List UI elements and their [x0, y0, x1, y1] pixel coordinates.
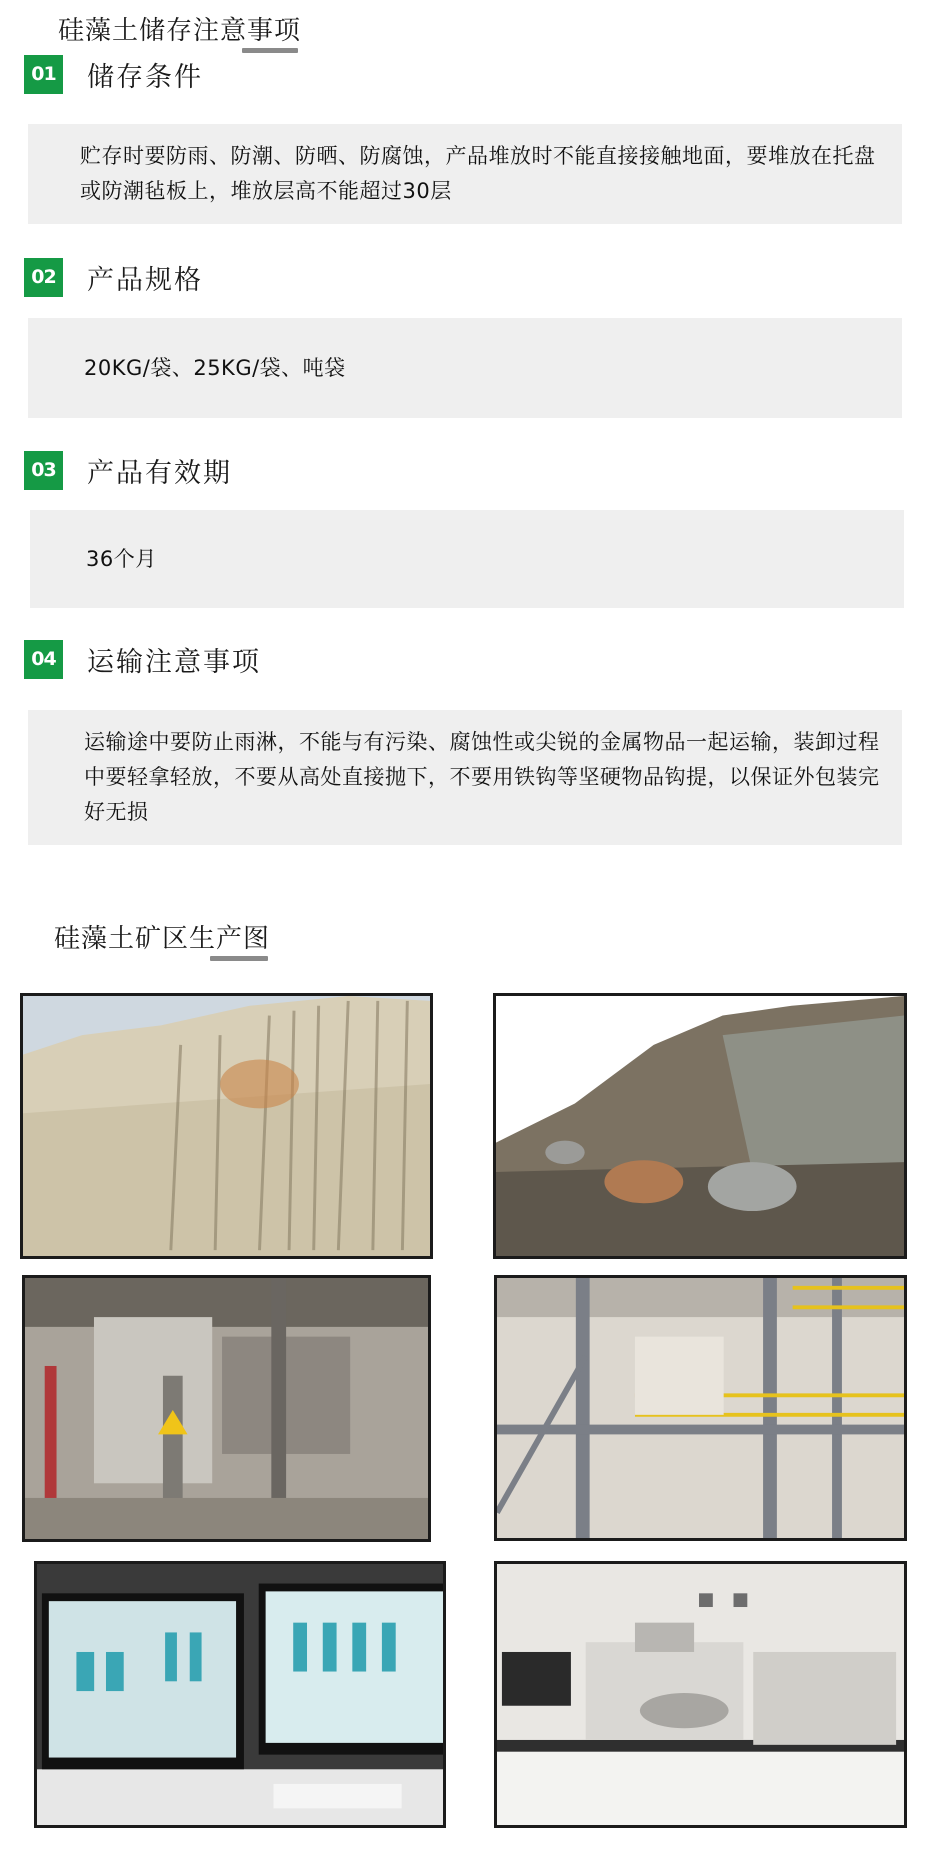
item-number-badge: 01	[24, 55, 63, 94]
control-monitors-image	[37, 1564, 443, 1825]
item-content-text: 运输途中要防止雨淋，不能与有污染、腐蚀性或尖锐的金属物品一起运输，装卸过程中要轻拿轻放，不要从高处直接抛下，不要用铁钩等坚硬物品钩提，以保证外包装完好无损	[84, 730, 880, 824]
item-content-box	[28, 710, 902, 845]
section-heading-storage	[58, 10, 301, 47]
item-title: 储存条件	[87, 61, 203, 93]
factory-steel-structure-photo	[494, 1275, 907, 1541]
section-heading-production	[54, 918, 270, 955]
item-title: 运输注意事项	[87, 646, 261, 678]
section-heading-text: 硅藻土矿区生产图	[54, 924, 271, 954]
item-content-box	[30, 510, 904, 608]
section-heading-text: 硅藻土储存注意事项	[58, 16, 302, 46]
item-content-text: 36个月	[86, 546, 157, 571]
item-number-badge: 02	[24, 258, 63, 297]
quarry-rocks-photo	[493, 993, 907, 1259]
item-content-text: 贮存时要防雨、防潮、防晒、防腐蚀，产品堆放时不能直接接触地面，要堆放在托盘或防潮毡板上，堆放层高不能超过30层	[80, 144, 876, 203]
factory-equipment-photo	[22, 1275, 431, 1542]
control-monitors-photo	[34, 1561, 446, 1828]
item-content-box	[28, 318, 902, 418]
factory-equipment-image	[25, 1278, 428, 1539]
heading-underline	[242, 48, 298, 53]
lab-instrument-photo	[494, 1561, 907, 1828]
factory-steel-structure-image	[497, 1278, 904, 1538]
item-title: 产品规格	[87, 264, 203, 296]
item-content-text: 20KG/袋、25KG/袋、吨袋	[84, 355, 346, 380]
item-header-transport	[24, 639, 261, 679]
item-content-box	[28, 124, 902, 224]
quarry-cliff-photo	[20, 993, 433, 1259]
heading-underline	[210, 956, 268, 961]
lab-instrument-image	[497, 1564, 904, 1825]
item-header-product-spec	[24, 257, 203, 297]
quarry-cliff-image	[23, 996, 430, 1256]
item-number-badge: 03	[24, 451, 63, 490]
item-header-storage-conditions	[24, 54, 203, 94]
item-header-shelf-life	[24, 450, 232, 490]
item-number-badge: 04	[24, 640, 63, 679]
quarry-rocks-image	[496, 996, 904, 1256]
item-title: 产品有效期	[87, 457, 232, 489]
